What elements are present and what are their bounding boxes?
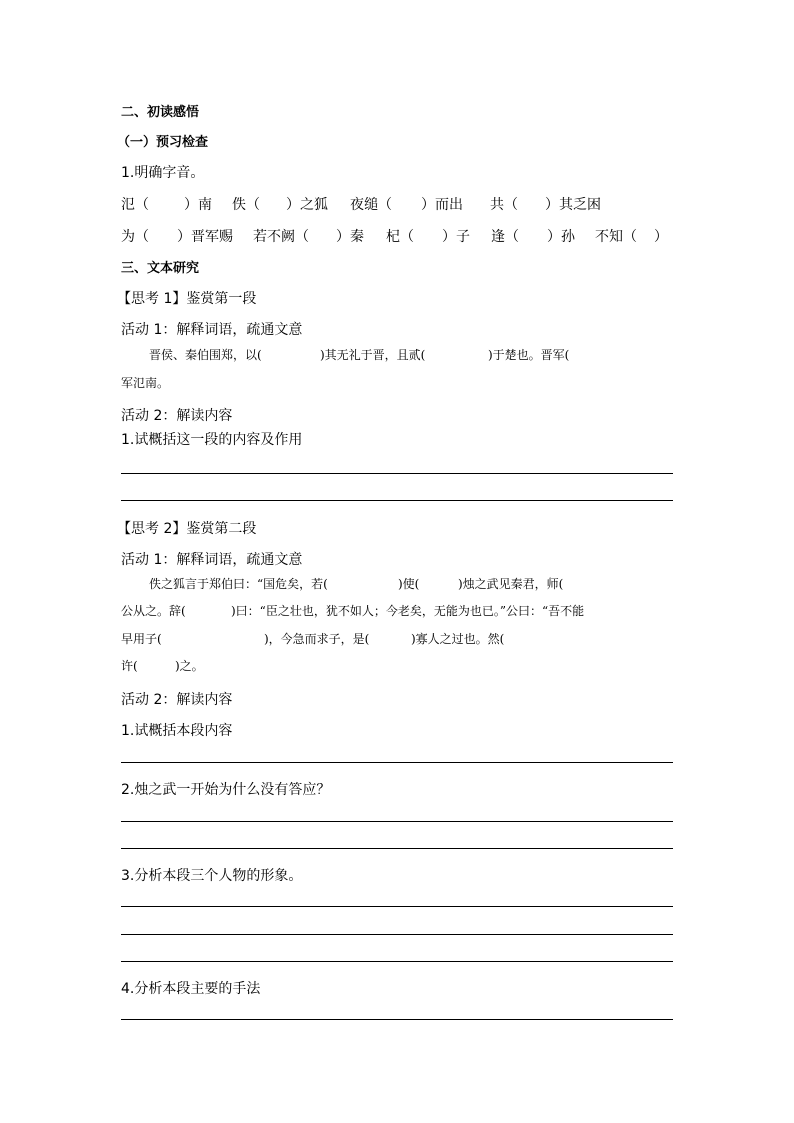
think-2-title: 【思考 2】鉴赏第二段 (117, 521, 257, 537)
pron-item: ）其乏困 (545, 197, 601, 213)
answer-line[interactable] (121, 762, 673, 763)
pron-item: 为（ (121, 229, 149, 245)
pron-item: ）南 (184, 197, 212, 213)
classical-text-fragment: )曰：“臣之壮也，犹不如人；今老矣，无能为也已。”公曰：“吾不能 (231, 604, 585, 618)
pron-item: 杞（ (386, 229, 414, 245)
pron-item: ）而出 (421, 197, 463, 213)
think-2-question-4: 4.分析本段主要的手法 (121, 981, 261, 997)
classical-text-fragment: )烛之武见秦君，师( (458, 577, 564, 591)
pron-item: 不知（ (595, 229, 637, 245)
classical-text-fragment: )使( (398, 577, 420, 591)
classical-text-fragment: 军氾南。 (121, 376, 170, 390)
section-heading-2: 二、初读感悟 (121, 105, 200, 120)
section-heading-3: 三、文本研究 (121, 261, 200, 276)
answer-line[interactable] (121, 934, 673, 935)
answer-line[interactable] (121, 906, 673, 907)
pron-item: ）孙 (547, 229, 575, 245)
subsection-heading-preview: （一）预习检查 (117, 135, 209, 150)
classical-text-fragment: )，今急而求子，是( (264, 632, 370, 646)
classical-text-fragment: )其无礼于晋，且贰( (320, 348, 426, 362)
answer-line[interactable] (121, 961, 673, 962)
think-2-activity-1: 活动 1：解释词语，疏通文意 (121, 552, 303, 568)
think-2-question-3: 3.分析本段三个人物的形象。 (121, 868, 303, 884)
answer-line[interactable] (121, 500, 673, 501)
answer-line[interactable] (121, 1019, 673, 1020)
think-2-question-2: 2.烛之武一开始为什么没有答应？ (121, 782, 331, 798)
pron-item: ）秦 (336, 229, 364, 245)
pron-item: 氾（ (121, 197, 149, 213)
pron-item: ）晋军赐 (177, 229, 233, 245)
pron-item: 若不阙（ (253, 229, 309, 245)
pron-item: ）子 (442, 229, 470, 245)
answer-line[interactable] (121, 473, 673, 474)
pron-item: 佚（ (232, 197, 260, 213)
answer-line[interactable] (121, 848, 673, 849)
classical-text-fragment: )寡人之过也。然( (411, 632, 505, 646)
pron-item: 夜缒（ (350, 197, 392, 213)
think-1-title: 【思考 1】鉴赏第一段 (117, 291, 257, 307)
think-2-activity-2: 活动 2：解读内容 (121, 692, 233, 708)
think-1-activity-1: 活动 1：解释词语，疏通文意 (121, 322, 303, 338)
pron-item: 共（ (490, 197, 518, 213)
classical-text-fragment: )于楚也。晋军( (488, 348, 570, 362)
classical-text-fragment: 晋侯、秦伯围郑，以( (149, 348, 262, 362)
pron-item: ）之狐 (286, 197, 328, 213)
answer-line[interactable] (121, 821, 673, 822)
classical-text-fragment: 许( (121, 659, 138, 673)
pron-item: ） (654, 229, 668, 245)
classical-text-fragment: 早用子( (121, 632, 162, 646)
think-2-question-1: 1.试概括本段内容 (121, 723, 233, 739)
classical-text-fragment: 佚之狐言于郑伯曰：“国危矣，若( (149, 577, 328, 591)
think-1-question-1: 1.试概括这一段的内容及作用 (121, 432, 303, 448)
question-pronunciation: 1.明确字音。 (121, 165, 205, 181)
classical-text-fragment: )之。 (175, 659, 204, 673)
classical-text-fragment: 公从之。辞( (121, 604, 186, 618)
think-1-activity-2: 活动 2：解读内容 (121, 408, 233, 424)
pron-item: 逢（ (491, 229, 519, 245)
